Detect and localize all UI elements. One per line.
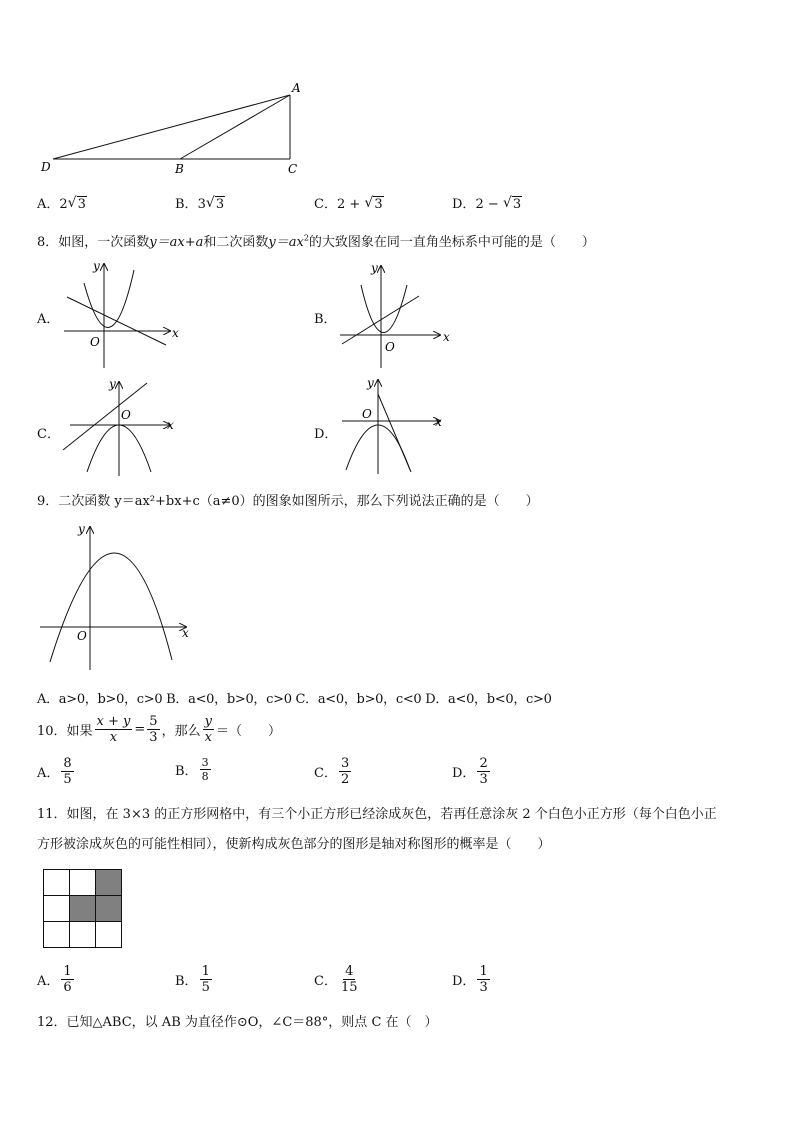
- q10-suffix: ＝（ ）: [215, 724, 281, 739]
- x-label: x: [435, 415, 442, 429]
- grid-cell-shaded: [96, 870, 122, 896]
- sqrt-sign: √ 3: [502, 195, 522, 212]
- q8-text-1: 如图，一次函数: [58, 235, 150, 250]
- grid-cell-white: [70, 870, 96, 896]
- option-pre: 2 −: [475, 197, 503, 212]
- q10-fraction-1: [95, 714, 133, 745]
- q9-stem: 9．二次函数 y＝ax²+bx+c（a≠0）的图象如图所示，那么下列说法正确的是（ ）: [37, 494, 539, 509]
- q9-options[interactable]: A．a>0，b>0，c>0 B．a<0，b>0，c>0 C．a<0，b>0，c<0 D．a<0，b<0，c>0: [37, 692, 552, 707]
- q10-fraction-2: [147, 714, 159, 745]
- sqrt-sign: √ 3: [364, 195, 383, 212]
- option-letter: C．: [314, 974, 337, 989]
- q8-option-d-label[interactable]: D．: [314, 427, 338, 442]
- frac-numerator: 1: [201, 964, 210, 979]
- q8-number: 8．: [37, 235, 59, 250]
- grid-cell-shaded: [96, 896, 122, 922]
- frac-numerator: y: [204, 714, 212, 729]
- option-letter: C．: [314, 197, 337, 212]
- origin-label: O: [362, 407, 372, 421]
- option-fraction: [339, 756, 351, 787]
- q10-option-a[interactable]: [37, 756, 76, 787]
- y-label: y: [109, 377, 116, 391]
- option-letter: D．: [452, 197, 476, 212]
- grid-cell-white: [96, 922, 122, 948]
- option-pre: 2 +: [336, 197, 365, 212]
- grid-cell-white: [44, 922, 70, 948]
- option-letter: D．: [452, 766, 476, 781]
- option-letter: B．: [175, 764, 198, 779]
- frac-denominator: 5: [63, 772, 72, 787]
- frac-numerator: 3: [340, 756, 350, 771]
- q10-middle: ，那么: [161, 724, 201, 739]
- frac-denominator: 8: [201, 770, 209, 783]
- y-label: y: [93, 259, 100, 273]
- option-fraction: [339, 964, 360, 995]
- frac-denominator: 6: [63, 980, 72, 995]
- option-letter: A．: [37, 197, 60, 212]
- radicand: 3: [374, 197, 383, 212]
- q11-grid: [43, 869, 123, 947]
- label-A: A: [292, 81, 301, 95]
- option-fraction: [477, 964, 489, 995]
- origin-label: O: [77, 629, 87, 643]
- q11-option-b[interactable]: [175, 964, 214, 995]
- frac-numerator: 5: [149, 714, 158, 729]
- origin-label: O: [385, 340, 395, 354]
- frac-denominator: 3: [479, 980, 488, 995]
- q11-stem-line-2: 方形被涂成灰色的可能性相同），使新构成灰色部分的图形是轴对称图形的概率是（ ）: [37, 837, 551, 852]
- x-label: x: [172, 326, 179, 340]
- radicand: 3: [77, 197, 86, 212]
- option-fraction: [477, 756, 489, 787]
- option-fraction: [200, 756, 211, 783]
- q12-stem: 12．已知△ABC，以 AB 为直径作⊙O，∠C＝88°，则点 C 在（ ）: [37, 1015, 438, 1030]
- option-fraction: [200, 964, 212, 995]
- q10-option-b[interactable]: [175, 756, 213, 783]
- option-letter: C．: [314, 766, 337, 781]
- frac-numerator: x + y: [96, 714, 131, 729]
- frac-denominator: 15: [340, 980, 358, 995]
- sqrt-sign: √ 3: [67, 195, 86, 212]
- q8-text-3: 的大致图象在同一直角坐标系中可能的是（ ）: [308, 235, 595, 250]
- frac-denominator: 3: [149, 730, 158, 745]
- grid-cell-white: [70, 922, 96, 948]
- x-label: x: [182, 626, 189, 640]
- q8-exponent: 2: [303, 233, 309, 243]
- parabola: [50, 553, 172, 662]
- frac-denominator: x: [204, 730, 212, 745]
- frac-denominator: 3: [479, 772, 488, 787]
- sqrt-sign: √ 3: [205, 195, 225, 212]
- q8-text-2: 和二次函数: [203, 235, 269, 250]
- grid-cell-white: [44, 870, 70, 896]
- radicand: 3: [512, 197, 522, 212]
- label-C: C: [288, 162, 298, 176]
- frac-denominator: x: [109, 730, 118, 745]
- frac-denominator: 5: [201, 980, 210, 995]
- q8-linear-fn: y＝ax+a: [149, 235, 204, 250]
- q11-option-c[interactable]: [314, 964, 362, 995]
- x-label: x: [443, 330, 450, 344]
- option-letter: A．: [37, 766, 60, 781]
- q10-fraction-3: [203, 714, 214, 745]
- y-label: y: [367, 376, 374, 390]
- q8-option-c-label[interactable]: C．: [37, 427, 60, 442]
- q10-stem: [37, 714, 281, 745]
- q11-option-a[interactable]: [37, 964, 76, 995]
- q11-stem-line-1: 11．如图，在 3×3 的正方形网格中，有三个小正方形已经涂成灰色，若再任意涂灰 2 个白色小正方形（每个白色小正: [37, 807, 717, 822]
- frac-numerator: 2: [479, 756, 488, 771]
- q10-option-c[interactable]: [314, 756, 353, 787]
- origin-label: O: [121, 408, 131, 422]
- q11-option-d[interactable]: [452, 964, 492, 995]
- q8-quadratic-fn: y＝ax: [268, 235, 304, 250]
- option-letter: B．: [175, 974, 198, 989]
- y-label: y: [78, 522, 85, 536]
- option-pre: 3: [197, 197, 206, 212]
- frac-numerator: 1: [479, 964, 488, 979]
- option-letter: A．: [37, 974, 60, 989]
- option-fraction: [61, 964, 73, 995]
- q10-option-d[interactable]: [452, 756, 492, 787]
- option-letter: B．: [175, 197, 198, 212]
- option-fraction: [61, 756, 73, 787]
- y-label: y: [371, 261, 378, 275]
- q8-option-b-label[interactable]: B．: [314, 312, 337, 327]
- frac-numerator: 3: [201, 756, 209, 769]
- frac-numerator: 1: [63, 964, 72, 979]
- option-pre: 2: [59, 197, 68, 212]
- q10-equals: =: [134, 722, 146, 737]
- origin-label: O: [90, 335, 100, 349]
- q8-option-a-label[interactable]: A．: [37, 312, 60, 327]
- label-B: B: [175, 162, 184, 176]
- grid-cell-shaded: [70, 896, 96, 922]
- grid-cell-white: [44, 896, 70, 922]
- label-D: D: [41, 160, 51, 174]
- frac-numerator: 4: [345, 964, 354, 979]
- option-letter: D．: [452, 974, 476, 989]
- radicand: 3: [215, 197, 225, 212]
- frac-numerator: 8: [63, 756, 72, 771]
- q10-prefix: 10．如果: [37, 724, 93, 739]
- x-label: x: [167, 418, 174, 432]
- frac-denominator: 2: [340, 772, 350, 787]
